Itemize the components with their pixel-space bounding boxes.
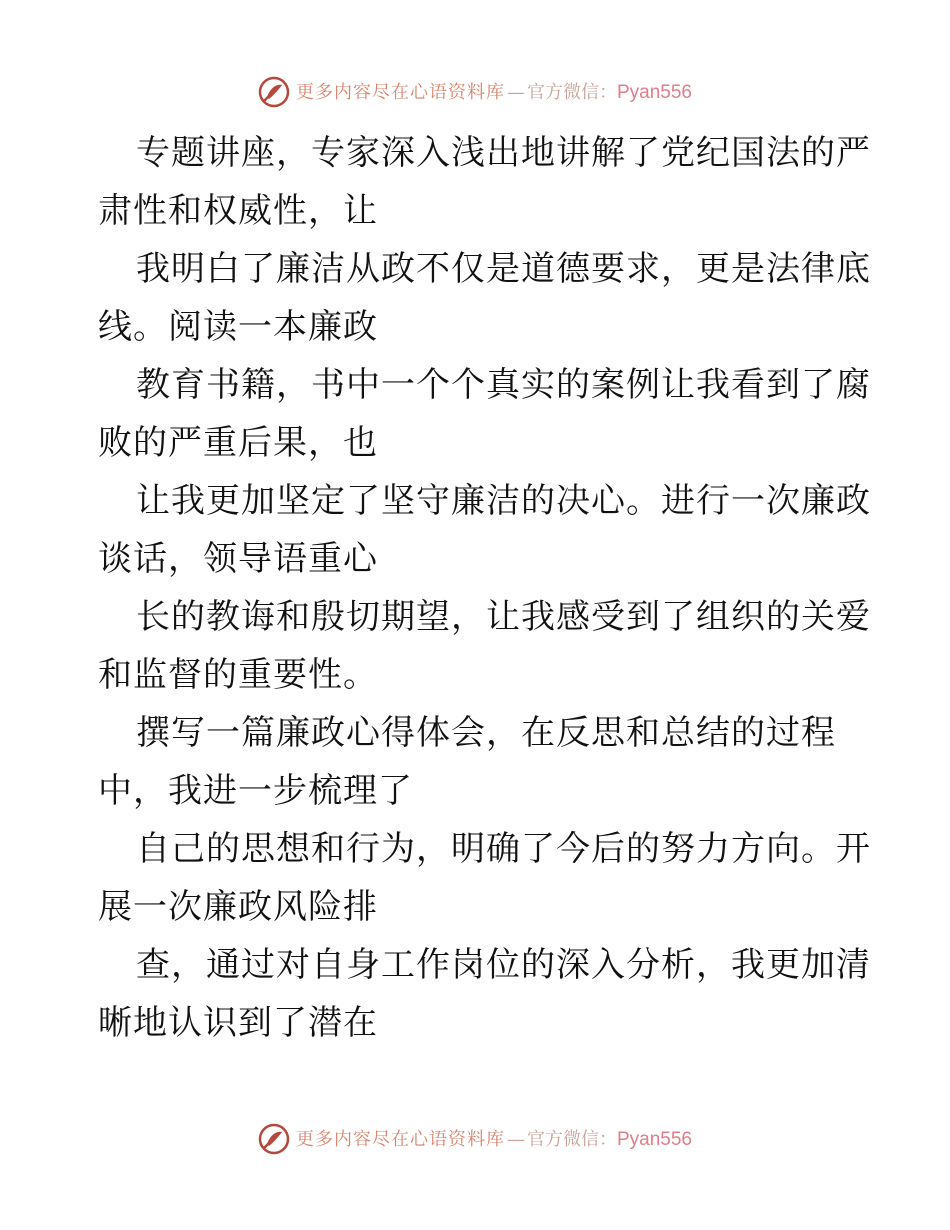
paragraph	[98, 124, 871, 240]
paragraph-line: 中，我进一步梳理了	[98, 771, 413, 811]
paragraph-line: 晰地认识到了潜在	[98, 1003, 378, 1043]
watermark-separator: —	[506, 81, 525, 103]
paragraph-line: 展一次廉政风险排	[98, 887, 378, 927]
paragraph-line: 败的严重后果，也	[98, 423, 378, 463]
watermark-label: 官方微信：	[526, 81, 617, 103]
paragraph-line: 自己的思想和行为，明确了今后的努力方向。开	[136, 829, 871, 869]
paragraph	[98, 936, 871, 1052]
paragraph	[98, 588, 871, 704]
paragraph-line: 线。阅读一本廉政	[98, 307, 378, 347]
paragraph	[98, 820, 871, 936]
paragraph-line: 专题讲座，专家深入浅出地讲解了党纪国法的严	[136, 133, 871, 173]
paragraph	[98, 704, 858, 820]
footer-watermark	[0, 1119, 950, 1159]
paragraph	[98, 356, 871, 472]
paragraph-line: 撰写一篇廉政心得体会，在反思和总结的过程	[136, 713, 836, 753]
paragraph-line: 让我更加坚定了坚守廉洁的决心。进行一次廉政	[136, 481, 871, 521]
paragraph	[98, 240, 871, 356]
watermark-wechat-id: Pyan556	[616, 1128, 692, 1150]
watermark-brand: 更多内容尽在心语资料库	[295, 1128, 505, 1150]
paragraph-line: 谈话，领导语重心	[98, 539, 378, 579]
paragraph-line: 长的教诲和殷切期望，让我感受到了组织的关爱	[136, 597, 871, 637]
paragraph-line: 我明白了廉洁从政不仅是道德要求，更是法律底	[136, 249, 871, 289]
paragraph-line: 和监督的重要性。	[98, 655, 378, 695]
paragraph-line: 教育书籍，书中一个个真实的案例让我看到了腐	[136, 365, 871, 405]
paragraph-line: 查，通过对自身工作岗位的深入分析，我更加清	[136, 945, 871, 985]
pen-logo-icon	[258, 76, 290, 108]
watermark-wechat-id: Pyan556	[616, 81, 692, 103]
header-watermark	[0, 72, 950, 112]
pen-logo-icon	[258, 1123, 290, 1155]
document-body	[98, 124, 871, 1052]
watermark-brand: 更多内容尽在心语资料库	[295, 81, 505, 103]
paragraph	[98, 472, 871, 588]
paragraph-line: 肃性和权威性，让	[98, 191, 378, 231]
watermark-separator: —	[506, 1128, 525, 1150]
watermark-label: 官方微信：	[526, 1128, 617, 1150]
